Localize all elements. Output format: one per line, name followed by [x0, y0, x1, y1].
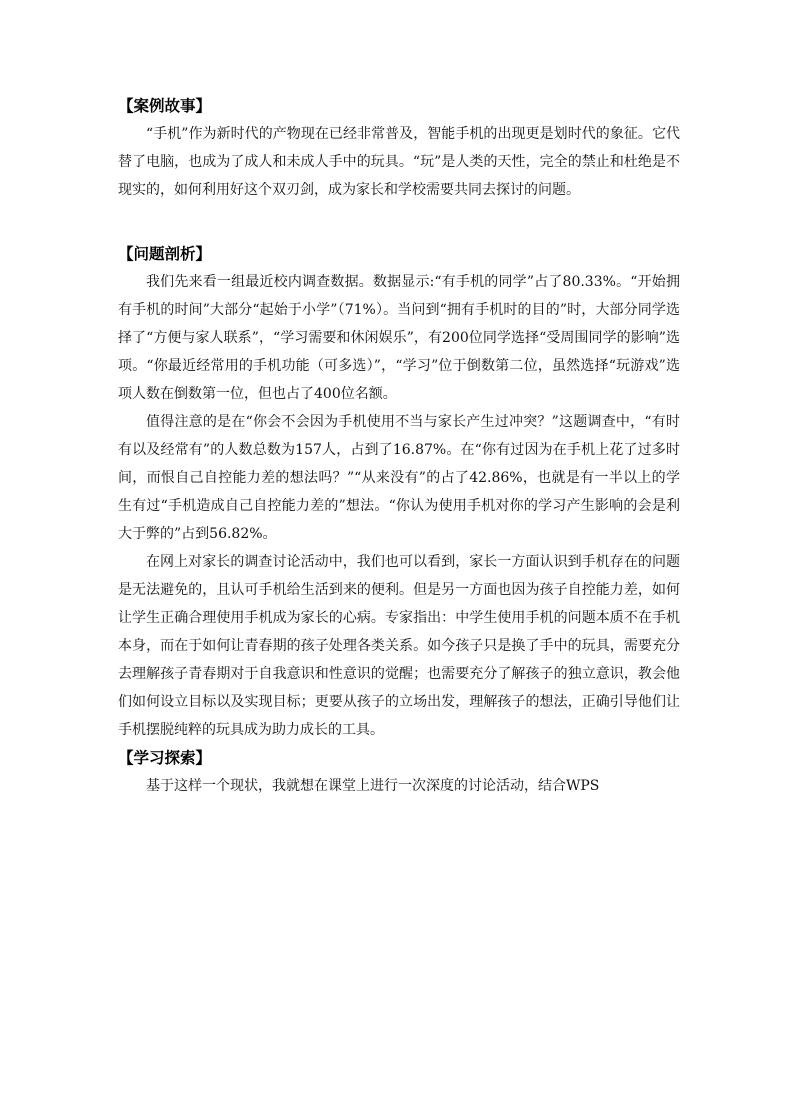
paragraph: 基于这样一个现状，我就想在课堂上进行一次深度的讨论活动，结合WPS — [146, 778, 600, 794]
paragraph: 值得注意的是在“你会不会因为手机使用不当与家长产生过冲突？”这题调查中，“有时有以及经常有”的人数总数为157人，占到了16.87%。在“你有过因为在手机上花了过多时间，而恨自己自控能力差的想法吗？”“从来没有”的占了42.86%，也就是有一半以上的学生有过“手机造成自己自控能力差的”想法。“你认为使用手机对你的学习产生影响的会是利大于弊的”占到56.82%。 — [118, 414, 680, 542]
paragraph: “手机”作为新时代的产物现在已经非常普及，智能手机的出现更是划时代的象征。它代替了电脑，也成为了成人和未成人手中的玩具。“玩”是人类的天性，完全的禁止和杜绝是不现实的，如何利用好这个双刃剑，成为家长和学校需要共同去探讨的问题。 — [118, 126, 680, 198]
paragraph: 我们先来看一组最近校内调查数据。数据显示:“有手机的同学”占了80.33%。“开始拥有手机的时间”大部分“起始于小学”（71%）。当问到“拥有手机时的目的”时，大部分同学选择了“方便与家人联系”，“学习需要和休闲娱乐”，有200位同学选择“受周围同学的影响”选项。“你最近经常用的手机功能（可多选）”，“学习”位于倒数第二位，虽然选择“玩游戏”选项人数在倒数第一位，但也占了400位名额。 — [118, 274, 680, 402]
spacer — [118, 204, 680, 240]
section-heading-learning-exploration: 【学习探索】 — [118, 749, 212, 767]
section-heading-case-story: 【案例故事】 — [118, 97, 212, 115]
document-body — [118, 92, 680, 800]
paragraph: 在网上对家长的调查讨论活动中，我们也可以看到，家长一方面认识到手机存在的问题是无法避免的，且认可手机给生活到来的便利。但是另一方面也因为孩子自控能力差，如何让学生正确合理使用手机成为家长的心病。专家指出：中学生使用手机的问题本质不在手机本身，而在于如何让青春期的孩子处理各类关系。如今孩子只是换了手中的玩具，需要充分去理解孩子青春期对于自我意识和性意识的觉醒；也需要充分了解孩子的独立意识，教会他们如何设立目标以及实现目标；更要从孩子的立场出发，理解孩子的想法，正确引导他们让手机摆脱纯粹的玩具成为助力成长的工具。 — [118, 554, 680, 738]
section-heading-problem-analysis: 【问题剖析】 — [118, 245, 212, 263]
